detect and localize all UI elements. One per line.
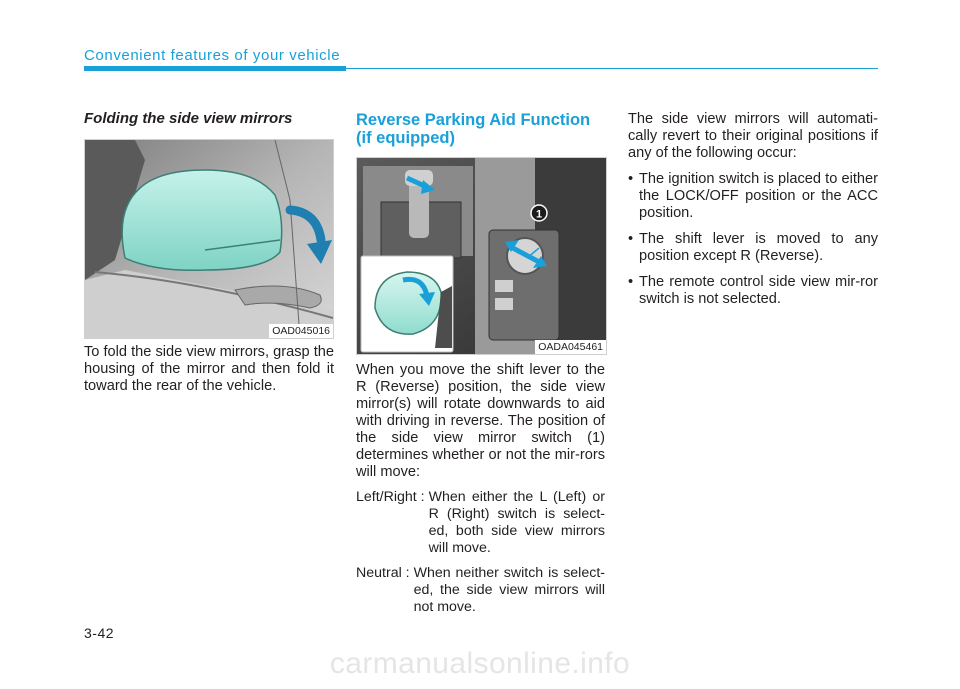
definition-left-right <box>356 489 605 557</box>
folding-mirror-figure <box>84 139 334 339</box>
callout-number: 1 <box>535 208 543 221</box>
definition-desc: When neither switch is select-ed, the side view mirrors will not move. <box>413 565 605 615</box>
section-header: Convenient features of your vehicle <box>84 47 341 64</box>
right-column <box>628 111 878 317</box>
reverse-parking-figure <box>356 157 607 355</box>
header-rule <box>346 68 878 69</box>
watermark: carmanualsonline.info <box>329 647 631 680</box>
folding-mirror-illustration <box>85 140 333 338</box>
list-item: • The ignition switch is placed to either the LOCK/OFF position or the ACC position. <box>628 171 878 222</box>
folding-paragraph-wrap <box>84 344 334 395</box>
definition-term: Left/Right : <box>356 489 429 505</box>
reverse-text-wrap <box>356 362 605 624</box>
figure-code: OAD045016 <box>269 324 333 338</box>
header-accent-bar <box>84 66 346 71</box>
reverse-parking-illustration <box>357 158 606 354</box>
definition-desc: When either the L (Left) or R (Right) switch is select-ed, both side view mirrors will move. <box>428 489 605 556</box>
revert-conditions-list <box>628 171 878 308</box>
folding-paragraph: To fold the side view mirrors, grasp the housing of the mirror and then fold it toward the rear of the vehicle. <box>84 344 334 394</box>
definition-neutral <box>356 565 605 616</box>
folding-heading: Folding the side view mirrors <box>84 110 293 127</box>
callout-badge-icon <box>531 205 547 221</box>
page-number: 3-42 <box>84 625 115 641</box>
definition-term: Neutral : <box>356 565 414 581</box>
list-item: • The remote control side view mir-ror switch is not selected. <box>628 274 878 308</box>
reverse-paragraph: When you move the shift lever to the R (Reverse) position, the side view mirror(s) will rotate downwards to aid with driving in reverse. The position of the side view mirror switch (1) determines whether or not the mir-rors will move: <box>356 362 605 480</box>
reverse-parking-heading: Reverse Parking Aid Function (if equipped) <box>356 111 591 147</box>
figure-code: OADA045461 <box>535 340 606 354</box>
revert-intro: The side view mirrors will automati-cally revert to their original positions if any of the following occur: <box>628 111 878 161</box>
list-item: • The shift lever is moved to any position except R (Reverse). <box>628 231 878 265</box>
